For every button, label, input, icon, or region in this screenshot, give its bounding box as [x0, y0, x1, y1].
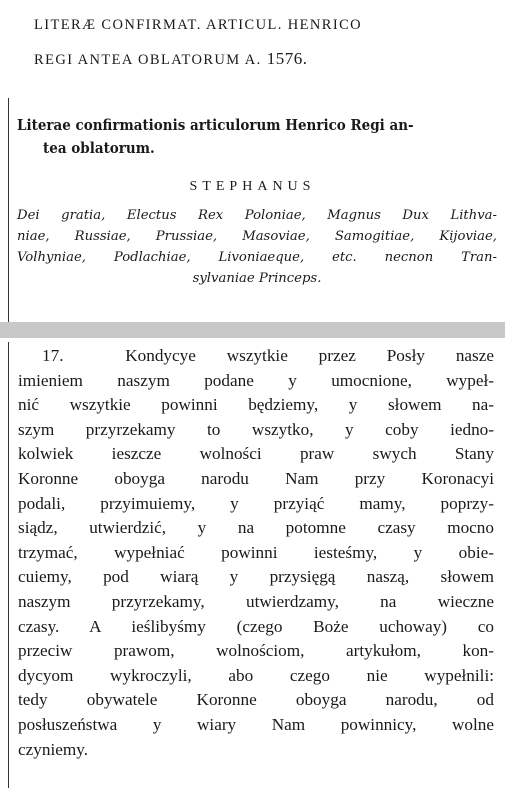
article-line: podali, przyimuiemy, y przyiąć mamy, poprzy- [18, 493, 494, 513]
article-line: szym przyrzekamy to wszytko, y coby iedno- [18, 419, 494, 439]
article-line-text: Kondycye wszytkie przez Posły nasze [125, 346, 494, 365]
article-line: cuiemy, pod wiarą y przysięgą naszą, słowem [18, 567, 494, 587]
running-header-line-2 [34, 42, 464, 77]
issuer-name: STEPHANUS [189, 179, 316, 194]
article-line: posłuszeństwa y wiary Nam powinnicy, wolne [18, 714, 494, 734]
royal-titles-line: niae, Russiae, Prussiae, Masoviae, Samogitiae, Kijoviae, [17, 229, 497, 244]
running-header [34, 8, 464, 77]
article-line: tedy obywatele Koronne oboyga narodu, od [18, 690, 494, 710]
article-line: Koronne oboyga narodu Nam przy Koronacyi [18, 468, 494, 488]
article-number: 17. [42, 346, 64, 365]
article-line: siądz, utwierdzić, y na potomne czasy mocno [18, 518, 494, 538]
royal-titles-line: Dei gratia, Electus Rex Poloniae, Magnus Dux Lithva- [17, 208, 497, 223]
royal-titles-line: sylvaniae Princeps. [192, 271, 322, 286]
article-line: nić wszytkie powinni będziemy, y słowem na- [18, 395, 494, 415]
article-line: trzymać, wypełniać powinni iesteśmy, y obie- [18, 542, 494, 562]
royal-titles [17, 205, 497, 289]
article-line: imieniem naszym podane y umocnione, wypeł- [18, 370, 494, 390]
article-line: dycyom wykroczyli, abo czego nie wypełnili: [18, 665, 494, 685]
document-heading-block [0, 98, 505, 322]
article-line: kolwiek ieszcze wolności praw swych Stany [18, 444, 494, 464]
left-margin-rule [8, 98, 9, 322]
document-title-line-2: tea oblatorum. [43, 140, 155, 157]
article-line: czasy. A ieślibyśmy (czego Boże uchoway) co [18, 616, 494, 636]
running-header-year: 1576. [266, 49, 308, 68]
article-line [18, 344, 494, 369]
document-title-line-1: Literae confirmationis articulorum Henrico Regi an- [17, 117, 414, 134]
article-line: przeciw prawom, wolnościom, artykułom, kon- [18, 641, 494, 661]
section-separator [0, 322, 505, 338]
running-header-line-1: LITERÆ CONFIRMAT. ARTICUL. HENRICO [34, 17, 363, 33]
running-header-line-2-text: REGI ANTEA OBLATORUM A. [34, 52, 262, 68]
article-line: czyniemy. [18, 739, 88, 759]
article-17 [18, 344, 494, 762]
royal-titles-line: Volhyniae, Podlachiae, Livoniaeque, etc. necnon Tran- [17, 250, 497, 265]
article-block [0, 338, 505, 800]
left-margin-rule [8, 342, 9, 788]
article-line: naszym przyrzekamy, utwierdzamy, na wieczne [18, 591, 494, 611]
document-title [17, 114, 495, 160]
